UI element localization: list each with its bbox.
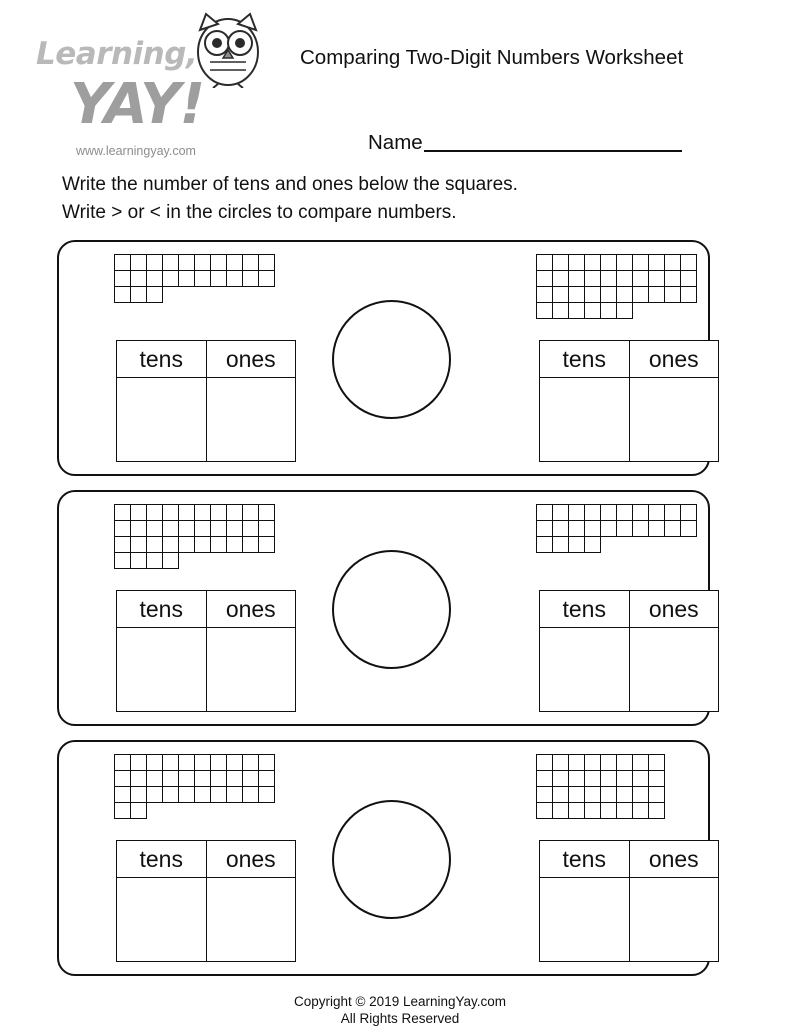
block-cell	[616, 754, 633, 771]
block-cell	[178, 754, 195, 771]
problem-panel	[57, 740, 710, 976]
block-cell	[648, 254, 665, 271]
block-cell	[162, 270, 179, 287]
page-footer	[0, 993, 800, 1027]
name-field-row	[368, 131, 682, 155]
block-cell	[600, 254, 617, 271]
block-row	[536, 504, 800, 521]
block-cell	[130, 770, 147, 787]
tens-answer-box[interactable]	[540, 628, 630, 711]
ones-answer-box[interactable]	[207, 878, 296, 961]
block-cell	[584, 504, 601, 521]
place-value-table	[539, 840, 719, 962]
block-cell	[194, 254, 211, 271]
block-cell	[680, 270, 697, 287]
tens-answer-box[interactable]	[117, 628, 207, 711]
block-cell	[648, 520, 665, 537]
block-cell	[226, 754, 243, 771]
owl-icon	[180, 10, 276, 88]
block-cell	[552, 802, 569, 819]
block-cell	[616, 770, 633, 787]
block-cell	[162, 254, 179, 271]
block-cell	[568, 270, 585, 287]
block-cell	[616, 270, 633, 287]
block-cell	[114, 552, 131, 569]
block-cell	[226, 254, 243, 271]
ones-header: ones	[648, 595, 699, 622]
block-cell	[632, 520, 649, 537]
logo-word-learning: Learning,	[36, 36, 198, 72]
page-header	[0, 0, 800, 172]
block-cell	[146, 286, 163, 303]
block-cell	[162, 536, 179, 553]
block-cell	[536, 520, 553, 537]
block-cell	[616, 504, 633, 521]
block-cell	[584, 270, 601, 287]
block-cell	[648, 286, 665, 303]
block-cell	[226, 536, 243, 553]
block-cell	[114, 286, 131, 303]
block-cell	[146, 536, 163, 553]
block-cell	[258, 754, 275, 771]
place-value-table	[116, 840, 296, 962]
block-cell	[552, 536, 569, 553]
place-value-table	[116, 340, 296, 462]
place-value-body	[540, 878, 718, 961]
block-cell	[114, 520, 131, 537]
block-cell	[178, 520, 195, 537]
block-cell	[146, 504, 163, 521]
block-cell	[536, 536, 553, 553]
block-cell	[568, 786, 585, 803]
block-cell	[114, 254, 131, 271]
place-value-header	[540, 591, 718, 628]
block-cell	[632, 254, 649, 271]
block-cell	[648, 786, 665, 803]
block-cell	[536, 504, 553, 521]
block-cell	[568, 520, 585, 537]
block-cell	[258, 254, 275, 271]
block-cell	[242, 754, 259, 771]
rights-line: All Rights Reserved	[340, 1011, 460, 1026]
place-value-header	[540, 841, 718, 878]
ones-header: ones	[225, 345, 276, 372]
block-cell	[600, 270, 617, 287]
place-value-table	[539, 340, 719, 462]
logo-url: www.learningyay.com	[76, 144, 196, 158]
block-cell	[162, 770, 179, 787]
block-cell	[568, 302, 585, 319]
block-cell	[536, 254, 553, 271]
block-cell	[242, 520, 259, 537]
block-cell	[194, 270, 211, 287]
block-cell	[584, 802, 601, 819]
logo-word-yay: YAY!	[70, 72, 205, 137]
block-cell	[178, 770, 195, 787]
block-cell	[536, 770, 553, 787]
tens-answer-box[interactable]	[540, 878, 630, 961]
block-cell	[258, 520, 275, 537]
ones-header: ones	[648, 845, 699, 872]
block-cell	[130, 520, 147, 537]
block-cell	[568, 504, 585, 521]
block-cell	[258, 536, 275, 553]
block-cell	[114, 536, 131, 553]
block-cell	[130, 802, 147, 819]
block-cell	[552, 520, 569, 537]
block-cell	[536, 754, 553, 771]
block-cell	[600, 802, 617, 819]
place-value-table	[539, 590, 719, 712]
name-input-line[interactable]	[424, 150, 682, 152]
ones-answer-box[interactable]	[207, 378, 296, 461]
block-cell	[568, 770, 585, 787]
tens-header: tens	[117, 341, 207, 377]
ones-answer-box[interactable]	[207, 628, 296, 711]
place-value-header	[117, 591, 295, 628]
block-cell	[194, 536, 211, 553]
block-cell	[552, 254, 569, 271]
block-cell	[194, 770, 211, 787]
block-cell	[130, 286, 147, 303]
base-ten-blocks	[389, 254, 800, 318]
block-cell	[242, 504, 259, 521]
block-cell	[616, 802, 633, 819]
block-row	[536, 286, 800, 303]
block-cell	[584, 520, 601, 537]
instructions	[62, 171, 722, 227]
block-cell	[162, 520, 179, 537]
block-cell	[584, 302, 601, 319]
block-cell	[584, 754, 601, 771]
block-cell	[194, 520, 211, 537]
block-row	[536, 536, 800, 553]
block-row	[536, 770, 800, 787]
block-cell	[584, 786, 601, 803]
block-row	[536, 302, 800, 319]
block-cell	[568, 254, 585, 271]
block-row	[536, 270, 800, 287]
block-cell	[114, 754, 131, 771]
comparison-circle[interactable]	[332, 300, 451, 419]
place-value-header	[117, 841, 295, 878]
block-cell	[616, 254, 633, 271]
ones-answer-box[interactable]	[630, 878, 719, 961]
instruction-line-1: Write the number of tens and ones below the squares.	[62, 174, 518, 195]
block-cell	[600, 286, 617, 303]
block-cell	[616, 786, 633, 803]
block-row	[536, 802, 800, 819]
block-cell	[210, 504, 227, 521]
tens-header: tens	[117, 591, 207, 627]
block-cell	[210, 254, 227, 271]
tens-header: tens	[117, 841, 207, 877]
block-cell	[194, 786, 211, 803]
block-cell	[552, 270, 569, 287]
copyright-line: Copyright © 2019 LearningYay.com	[293, 994, 507, 1009]
block-cell	[568, 286, 585, 303]
tens-header: tens	[540, 341, 630, 377]
block-cell	[226, 770, 243, 787]
base-ten-blocks	[389, 754, 800, 818]
block-cell	[226, 520, 243, 537]
block-cell	[210, 520, 227, 537]
block-cell	[114, 504, 131, 521]
block-cell	[632, 504, 649, 521]
block-cell	[258, 786, 275, 803]
block-cell	[210, 536, 227, 553]
block-cell	[648, 270, 665, 287]
block-cell	[552, 286, 569, 303]
block-cell	[552, 754, 569, 771]
name-label: Name	[368, 131, 423, 154]
block-cell	[600, 504, 617, 521]
block-cell	[178, 786, 195, 803]
place-value-body	[117, 378, 295, 461]
block-cell	[226, 270, 243, 287]
place-value-table	[116, 590, 296, 712]
block-row	[536, 754, 800, 771]
block-cell	[210, 270, 227, 287]
block-cell	[600, 302, 617, 319]
block-cell	[130, 504, 147, 521]
block-cell	[258, 270, 275, 287]
block-cell	[162, 786, 179, 803]
block-cell	[114, 802, 131, 819]
block-cell	[242, 536, 259, 553]
block-cell	[146, 770, 163, 787]
block-cell	[616, 520, 633, 537]
block-cell	[536, 802, 553, 819]
block-cell	[664, 286, 681, 303]
block-cell	[600, 770, 617, 787]
block-cell	[632, 270, 649, 287]
tens-header: tens	[540, 841, 630, 877]
block-cell	[648, 802, 665, 819]
block-cell	[584, 770, 601, 787]
block-cell	[130, 786, 147, 803]
tens-header: tens	[540, 591, 630, 627]
block-cell	[552, 770, 569, 787]
block-cell	[568, 802, 585, 819]
block-cell	[632, 770, 649, 787]
block-cell	[130, 754, 147, 771]
ones-answer-box[interactable]	[630, 378, 719, 461]
block-cell	[568, 754, 585, 771]
block-cell	[226, 504, 243, 521]
block-cell	[536, 302, 553, 319]
place-value-header	[540, 341, 718, 378]
block-cell	[146, 754, 163, 771]
block-cell	[648, 754, 665, 771]
block-cell	[584, 286, 601, 303]
block-cell	[632, 802, 649, 819]
place-value-body	[540, 628, 718, 711]
block-cell	[680, 504, 697, 521]
block-cell	[680, 254, 697, 271]
block-cell	[130, 552, 147, 569]
page-title: Comparing Two-Digit Numbers Worksheet	[300, 46, 684, 69]
tens-answer-box[interactable]	[117, 378, 207, 461]
block-cell	[632, 786, 649, 803]
block-cell	[146, 520, 163, 537]
block-cell	[146, 254, 163, 271]
place-value-body	[117, 878, 295, 961]
block-cell	[130, 270, 147, 287]
block-cell	[258, 770, 275, 787]
block-cell	[584, 254, 601, 271]
block-cell	[226, 786, 243, 803]
block-cell	[258, 504, 275, 521]
problem-list	[57, 240, 712, 990]
block-cell	[178, 536, 195, 553]
block-cell	[194, 754, 211, 771]
place-value-body	[540, 378, 718, 461]
comparison-circle[interactable]	[332, 800, 451, 919]
ones-header: ones	[648, 345, 699, 372]
problem-panel	[57, 490, 710, 726]
tens-answer-box[interactable]	[117, 878, 207, 961]
block-cell	[664, 270, 681, 287]
block-cell	[536, 270, 553, 287]
block-cell	[680, 520, 697, 537]
block-cell	[552, 786, 569, 803]
ones-header: ones	[225, 845, 276, 872]
block-cell	[162, 754, 179, 771]
block-cell	[600, 520, 617, 537]
instruction-line-2: Write > or < in the circles to compare numbers.	[62, 202, 457, 223]
block-cell	[648, 504, 665, 521]
block-cell	[146, 270, 163, 287]
block-cell	[178, 254, 195, 271]
problem-panel	[57, 240, 710, 476]
place-value-body	[117, 628, 295, 711]
block-cell	[632, 754, 649, 771]
block-cell	[242, 786, 259, 803]
site-logo	[28, 8, 280, 168]
block-cell	[130, 536, 147, 553]
block-cell	[242, 254, 259, 271]
block-cell	[210, 786, 227, 803]
block-cell	[616, 286, 633, 303]
block-cell	[130, 254, 147, 271]
block-cell	[178, 504, 195, 521]
block-cell	[664, 520, 681, 537]
block-cell	[162, 552, 179, 569]
block-cell	[242, 770, 259, 787]
block-row	[536, 254, 800, 271]
block-cell	[146, 786, 163, 803]
ones-answer-box[interactable]	[630, 628, 719, 711]
block-cell	[648, 770, 665, 787]
block-cell	[210, 754, 227, 771]
block-cell	[536, 786, 553, 803]
block-cell	[664, 504, 681, 521]
block-cell	[616, 302, 633, 319]
block-cell	[162, 504, 179, 521]
block-cell	[114, 770, 131, 787]
tens-answer-box[interactable]	[540, 378, 630, 461]
block-cell	[178, 270, 195, 287]
block-cell	[194, 504, 211, 521]
place-value-header	[117, 341, 295, 378]
block-cell	[146, 552, 163, 569]
block-row	[536, 786, 800, 803]
comparison-circle[interactable]	[332, 550, 451, 669]
block-cell	[584, 536, 601, 553]
block-cell	[568, 536, 585, 553]
ones-header: ones	[225, 595, 276, 622]
block-cell	[536, 286, 553, 303]
block-cell	[664, 254, 681, 271]
block-cell	[680, 286, 697, 303]
block-cell	[114, 786, 131, 803]
block-cell	[600, 754, 617, 771]
block-cell	[242, 270, 259, 287]
block-cell	[114, 270, 131, 287]
block-cell	[552, 302, 569, 319]
base-ten-blocks	[389, 504, 800, 552]
block-cell	[600, 786, 617, 803]
block-cell	[210, 770, 227, 787]
block-cell	[552, 504, 569, 521]
block-row	[536, 520, 800, 537]
block-cell	[632, 286, 649, 303]
base-ten-blocks	[59, 254, 444, 302]
